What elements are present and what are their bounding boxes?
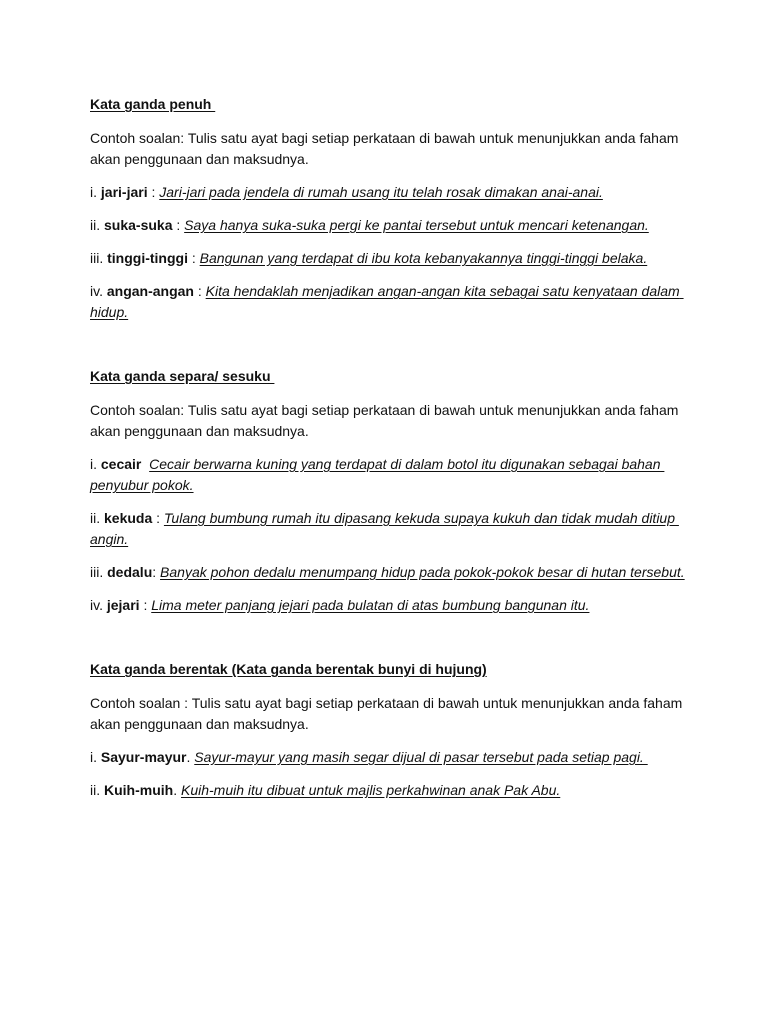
question-prompt: Contoh soalan: Tulis satu ayat bagi setiap perkataan di bawah untuk menunjukkan anda faham akan penggunaan dan maksudnya.	[90, 130, 679, 167]
section-heading: Kata ganda penuh	[90, 96, 216, 112]
item-term: cecair	[100, 456, 142, 472]
section-spacer	[90, 628, 690, 659]
item-number: i.	[90, 184, 101, 200]
item-term: jejari	[106, 597, 140, 613]
example-sentence: Kita hendaklah menjadikan angan-angan kita sebagai satu kenyataan dalam hidup.	[90, 283, 684, 320]
item-number: iii.	[90, 250, 108, 266]
example-sentence: Kuih-muih itu dibuat untuk majlis perkahwinan anak Pak Abu.	[181, 782, 561, 798]
item-term: Sayur-mayur	[100, 749, 187, 765]
list-item	[90, 780, 690, 801]
item-number: i.	[90, 749, 101, 765]
example-sentence: Sayur-mayur yang masih segar dijual di pasar tersebut pada setiap pagi.	[194, 749, 648, 765]
section-kata-ganda-separa	[90, 366, 690, 616]
item-term: tinggi-tinggi	[107, 250, 188, 266]
item-term: Kuih-muih	[104, 782, 174, 798]
list-item	[90, 281, 690, 323]
list-item	[90, 595, 690, 616]
item-separator: .	[173, 782, 181, 798]
section-spacer	[90, 335, 690, 366]
item-number: iv.	[90, 597, 107, 613]
section-kata-ganda-penuh	[90, 94, 690, 323]
item-number: iii.	[90, 564, 108, 580]
item-number: ii.	[90, 510, 104, 526]
example-sentence: Tulang bumbung rumah itu dipasang kekuda supaya kukuh dan tidak mudah ditiup angin.	[90, 510, 679, 547]
list-item	[90, 562, 690, 583]
section-kata-ganda-berentak	[90, 659, 690, 801]
item-term: kekuda	[104, 510, 153, 526]
question-prompt: Contoh soalan: Tulis satu ayat bagi setiap perkataan di bawah untuk menunjukkan anda faham akan penggunaan dan maksudnya.	[90, 402, 679, 439]
section-heading: Kata ganda separa/ sesuku	[90, 368, 275, 384]
list-item	[90, 508, 690, 550]
item-separator: :	[187, 250, 200, 266]
item-term: angan-angan	[106, 283, 194, 299]
list-item	[90, 454, 690, 496]
item-number: ii.	[90, 782, 104, 798]
list-item	[90, 747, 690, 768]
question-prompt: Contoh soalan : Tulis satu ayat bagi setiap perkataan di bawah untuk menunjukkan anda faham akan penggunaan dan maksudnya.	[90, 695, 683, 732]
document-page	[90, 94, 690, 813]
list-item	[90, 215, 690, 236]
example-sentence: Banyak pohon dedalu menumpang hidup pada pokok-pokok besar di hutan tersebut.	[160, 564, 685, 580]
item-separator: :	[152, 564, 161, 580]
item-separator: :	[139, 597, 152, 613]
item-separator: :	[152, 510, 164, 526]
item-number: iv.	[90, 283, 107, 299]
example-sentence: Cecair berwarna kuning yang terdapat di dalam botol itu digunakan sebagai bahan penyubur pokok.	[90, 456, 665, 493]
list-item	[90, 182, 690, 203]
item-separator: :	[172, 217, 185, 233]
item-separator: .	[186, 749, 195, 765]
item-term: jari-jari	[100, 184, 148, 200]
example-sentence: Jari-jari pada jendela di rumah usang itu telah rosak dimakan anai-anai.	[159, 184, 603, 200]
example-sentence: Lima meter panjang jejari pada bulatan di atas bumbung bangunan itu.	[151, 597, 590, 613]
item-number: i.	[90, 456, 101, 472]
item-number: ii.	[90, 217, 104, 233]
item-separator: :	[193, 283, 206, 299]
item-separator: :	[147, 184, 160, 200]
item-term: suka-suka	[104, 217, 173, 233]
example-sentence: Bangunan yang terdapat di ibu kota kebanyakannya tinggi-tinggi belaka.	[199, 250, 648, 266]
item-term: dedalu	[107, 564, 153, 580]
item-separator	[141, 456, 149, 472]
list-item	[90, 248, 690, 269]
example-sentence: Saya hanya suka-suka pergi ke pantai tersebut untuk mencari ketenangan.	[184, 217, 649, 233]
section-heading: Kata ganda berentak (Kata ganda berentak bunyi di hujung)	[90, 661, 487, 677]
